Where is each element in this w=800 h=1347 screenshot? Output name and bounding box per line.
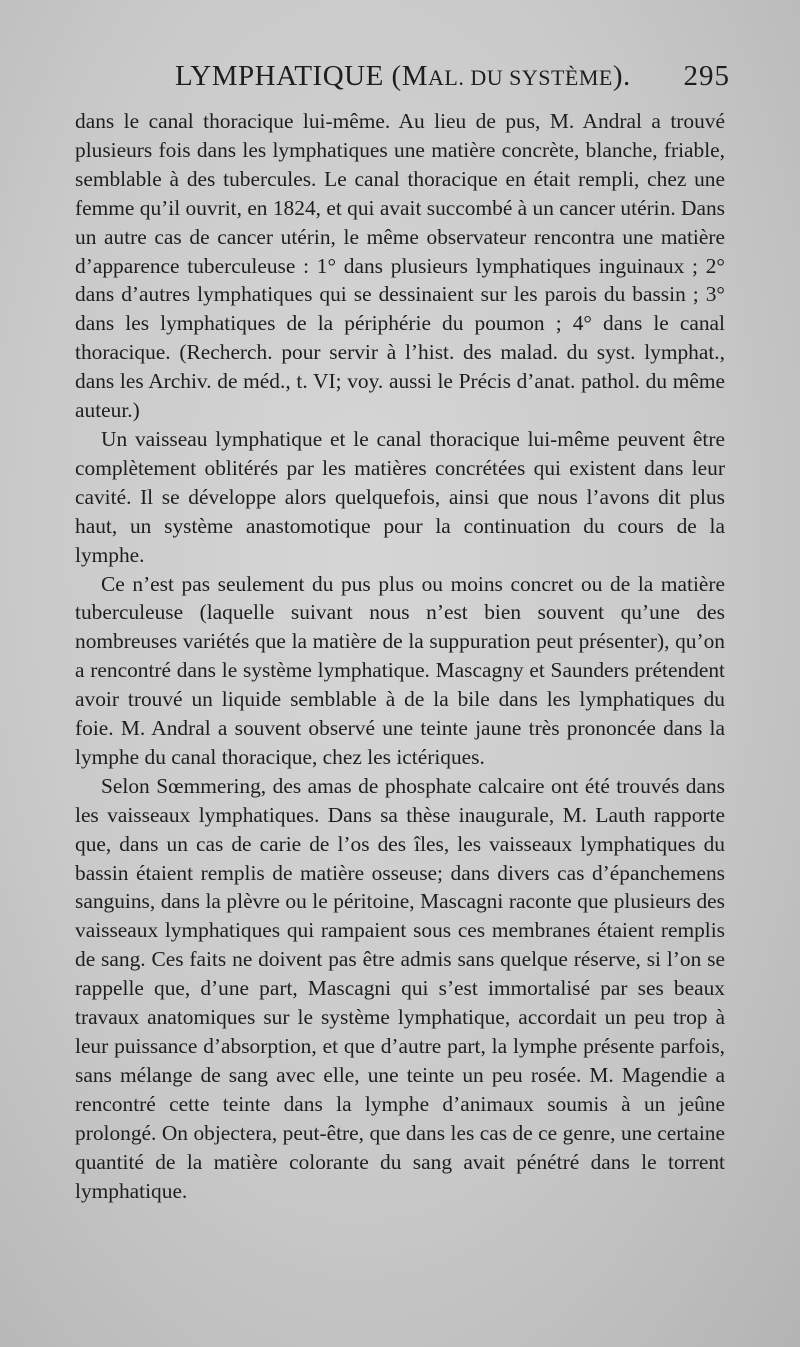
running-head [175, 60, 631, 93]
paragraph: Un vaisseau lymphatique et le canal thoracique lui-même peuvent être complètement oblitérés par les matières concrétées qui existent dans leur cavité. Il se développe alors quelquefois, ainsi que nous l’avons dit plus haut, un système anastomotique pour la continuation du cours de la lymphe. [75, 426, 725, 567]
paragraph: Ce n’est pas seulement du pus plus ou moins concret ou de la matière tuberculeuse (laquelle suivant nous n’est bien souvent qu’une des nombreuses variétés que la matière de la suppuration peut présenter), qu’on a rencontré dans le système lymphatique. Mascagny et Saunders prétendent avoir trouvé un liquide semblable à de la bile dans les lymphatiques du foie. M. Andral a souvent observé une teinte jaune très prononcée dans la lymphe du canal thoracique, chez les ictériques. [75, 571, 725, 769]
body-text [75, 107, 725, 1205]
page-number: 295 [683, 60, 730, 92]
page-header [175, 60, 730, 100]
running-head-small-caps: AL. DU SYSTÈME [428, 65, 613, 90]
running-head-main: LYMPHATIQUE (M [175, 60, 429, 92]
running-head-end: ). [612, 60, 631, 92]
paragraph: Selon Sœmmering, des amas de phosphate calcaire ont été trouvés dans les vaisseaux lymphatiques. Dans sa thèse inaugurale, M. Lauth rapporte que, dans un cas de carie de l’os des îles, les vaisseaux lymphatiques du bassin étaient remplis de matière osseuse; dans divers cas d’épanchemens sanguins, dans la plèvre ou le péritoine, Mascagni raconte que plusieurs des vaisseaux lymphatiques qui rampaient sous ces membranes étaient remplis de sang. Ces faits ne doivent pas être admis sans quelque réserve, si l’on se rappelle que, d’une part, Mascagni qui s’est immortalisé par ses beaux travaux anatomiques sur le système lymphatique, accordait un peu trop à leur puissance d’absorption, et que d’autre part, la lymphe présente parfois, sans mélange de sang avec elle, une teinte un peu rosée. M. Magendie a rencontré cette teinte dans la lymphe d’animaux soumis à un jeûne prolongé. On objectera, peut-être, que dans les cas de ce genre, une certaine quantité de la matière colorante du sang avait pénétré dans le torrent lymphatique. [75, 773, 725, 1203]
paragraph-continued: dans le canal thoracique lui-même. Au lieu de pus, M. Andral a trouvé plusieurs fois dans les lymphatiques une matière concrète, blanche, friable, semblable à des tubercules. Le canal thoracique en était rempli, chez une femme qu’il ouvrit, en 1824, et qui avait succombé à un cancer utérin. Dans un autre cas de cancer utérin, le même observateur rencontra une matière d’apparence tuberculeuse : 1° dans plusieurs lymphatiques inguinaux ; 2° dans d’autres lymphatiques qui se dessinaient sur les parois du bassin ; 3° dans les lymphatiques de la périphérie du poumon ; 4° dans le canal thoracique. (Recherch. pour servir à l’hist. des malad. du syst. lymphat., dans les Archiv. de méd., t. VI; voy. aussi le Précis d’anat. pathol. du même auteur.) [75, 109, 725, 423]
